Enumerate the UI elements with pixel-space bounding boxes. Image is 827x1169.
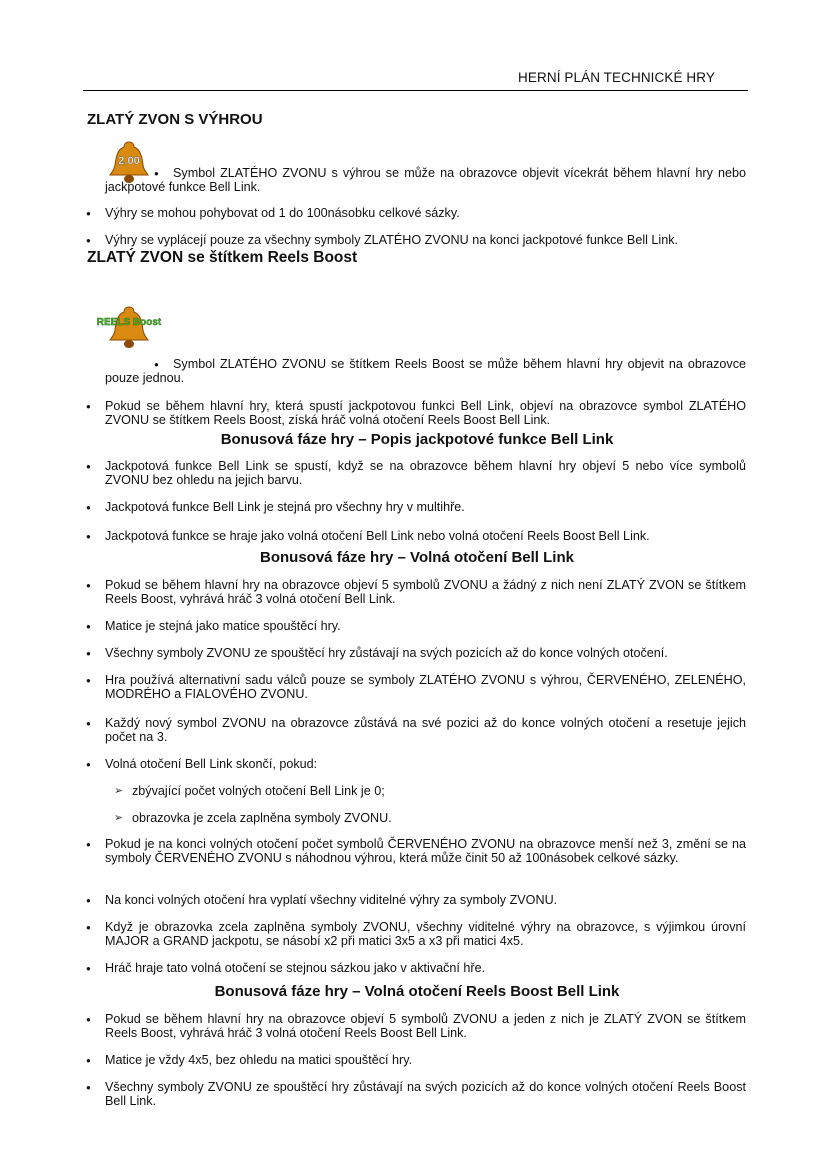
section-title: Bonusová fáze hry – Volná otočení Reels Boost Bell Link [214,983,620,1000]
list-item: ● Jackpotová funkce Bell Link je stejná pro všechny hry v multihře. [105,500,746,514]
list-item: ● Všechny symboly ZVONU ze spouštěcí hry zůstávají na svých pozicích až do konce volných otočení Reels Boost Bell Link. [105,1080,746,1108]
bell-value: 2.00 [118,155,140,167]
list-item: ● Symbol ZLATÉHO ZVONU s výhrou se může na obrazovce objevit vícekrát během hlavní hry nebo jackpotové funkce Bell Link. [105,166,746,194]
list-item: ● Výhry se mohou pohybovat od 1 do 100násobku celkové sázky. [105,206,746,220]
sub-list-item: ➢ obrazovka je zcela zaplněna symboly ZVONU. [132,811,392,825]
reels-boost-label: REELS Boost [96,317,162,328]
reels-boost-bell-icon [96,303,162,351]
list-item: ● Pokud je na konci volných otočení počet symbolů ČERVENÉHO ZVONU na obrazovce menší než 3, změní se na symboly ČERVENÉHO ZVONU s náhodnou výhrou, která může činit 50 až 100násobek celkové sázky. [105,837,746,865]
section-title: ZLATÝ ZVON se štítkem Reels Boost [87,249,358,266]
list-item: ● Hráč hraje tato volná otočení se stejnou sázkou jako v aktivační hře. [105,961,746,975]
page-header: HERNÍ PLÁN TECHNICKÉ HRY [518,70,715,85]
list-item: ● Jackpotová funkce Bell Link se spustí, když se na obrazovce během hlavní hry objeví 5 nebo více symbolů ZVONU bez ohledu na jejich barvu. [105,459,746,487]
sub-list-item: ➢ zbývající počet volných otočení Bell Link je 0; [132,784,385,798]
header-rule [83,90,748,91]
section-title: Bonusová fáze hry – Popis jackpotové funkce Bell Link [220,431,614,448]
list-item: ● Hra používá alternativní sadu válců pouze se symboly ZLATÉHO ZVONU s výhrou, ČERVENÉHO, ZELENÉHO, MODRÉHO a FIALOVÉHO ZVONU. [105,673,746,701]
section-title: ZLATÝ ZVON S VÝHROU [87,111,263,128]
list-item: ● Pokud se během hlavní hry, která spustí jackpotovou funkci Bell Link, objeví na obrazovce symbol ZLATÉHO ZVONU se štítkem Reels Boost, získá hráč volná otočení Reels Boost Bell Link. [105,399,746,427]
list-item: ● Když je obrazovka zcela zaplněna symboly ZVONU, všechny viditelné výhry na obrazovce, s výjimkou úrovní MAJOR a GRAND jackpotu, se násobí x2 při matici 3x5 a x3 při matici 4x5. [105,920,746,948]
list-item: ● Symbol ZLATÉHO ZVONU se štítkem Reels Boost se může během hlavní hry objevit na obrazovce pouze jednou. [105,357,746,385]
list-item: ● Jackpotová funkce se hraje jako volná otočení Bell Link nebo volná otočení Reels Boost Bell Link. [105,529,746,543]
list-item: ● Každý nový symbol ZVONU na obrazovce zůstává na své pozici až do konce volných otočení a resetuje jejich počet na 3. [105,716,746,744]
list-item: ● Pokud se během hlavní hry na obrazovce objeví 5 symbolů ZVONU a žádný z nich není ZLATÝ ZVON se štítkem Reels Boost, vyhrává hráč 3 volná otočení Bell Link. [105,578,746,606]
list-item: ● Všechny symboly ZVONU ze spouštěcí hry zůstávají na svých pozicích až do konce volných otočení. [105,646,746,660]
list-item: ● Matice je vždy 4x5, bez ohledu na matici spouštěcí hry. [105,1053,746,1067]
section-title: Bonusová fáze hry – Volná otočení Bell Link [260,549,574,566]
list-item: ● Volná otočení Bell Link skončí, pokud: [105,757,746,771]
list-item: ● Výhry se vyplácejí pouze za všechny symboly ZLATÉHO ZVONU na konci jackpotové funkce Bell Link. [105,233,746,247]
list-item: ● Pokud se během hlavní hry na obrazovce objeví 5 symbolů ZVONU a jeden z nich je ZLATÝ ZVON se štítkem Reels Boost, vyhrává hráč 3 volná otočení Reels Boost Bell Link. [105,1012,746,1040]
list-item: ● Na konci volných otočení hra vyplatí všechny viditelné výhry za symboly ZVONU. [105,893,746,907]
list-item: ● Matice je stejná jako matice spouštěcí hry. [105,619,746,633]
